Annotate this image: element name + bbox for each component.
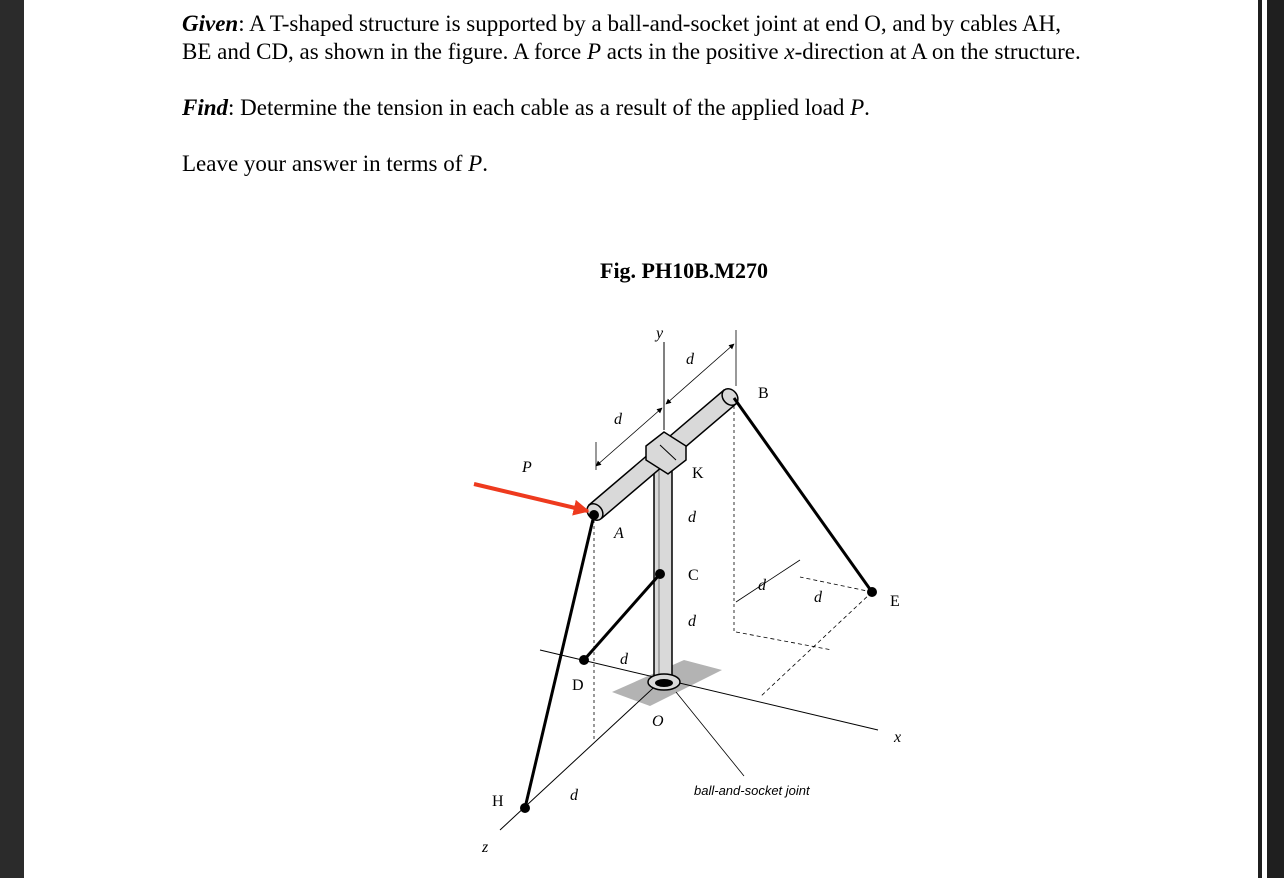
label-b: B (758, 385, 769, 402)
given-var-p: P (586, 39, 602, 64)
point-h-dot (520, 803, 530, 813)
label-a: A (614, 525, 624, 542)
point-c-dot (655, 569, 665, 579)
find-label: Find (182, 95, 229, 120)
label-d-cd: d (620, 651, 628, 668)
label-z: z (482, 839, 489, 856)
given-label: Given (182, 11, 239, 36)
label-h: H (492, 793, 504, 810)
label-x: x (894, 729, 902, 746)
given-var-x: x (784, 39, 795, 64)
dashed-line-e4 (736, 560, 800, 602)
find-var-p: P (850, 95, 865, 120)
leave-text: Leave your answer in terms of (182, 151, 469, 176)
label-d: D (572, 677, 584, 694)
cable-cd (584, 574, 660, 660)
label-d-post-top: d (688, 509, 696, 526)
label-o: O (652, 713, 664, 730)
label-d-left: d (614, 411, 622, 428)
label-c: C (688, 567, 699, 584)
find-text: : Determine the tension in each cable as a result of the applied load (228, 95, 851, 120)
label-d-post-bottom: d (688, 613, 696, 630)
point-d-dot (579, 655, 589, 665)
find-end: . (864, 95, 870, 120)
label-e: E (890, 593, 900, 610)
x-axis-line (540, 650, 878, 730)
dashed-line-e3 (736, 632, 832, 650)
point-a-dot (589, 510, 599, 520)
figure-title: Fig. PH10B.M270 (600, 258, 769, 283)
given-text-3: -direction at A on the structure. (794, 39, 1081, 64)
given-text: : A T-shaped structure is supported by a ball-and-socket joint at end O, and by cables AH, BE and CD, as shown in the figure. A force (182, 11, 1061, 64)
label-joint: ball-and-socket joint (694, 783, 810, 798)
label-d-bottom: d (570, 787, 578, 804)
ball-socket-hole (655, 679, 673, 687)
label-k: K (692, 465, 704, 482)
label-p: P (522, 459, 532, 476)
force-p-arrow (474, 484, 588, 511)
dashed-line-e1 (760, 592, 872, 697)
label-d-top: d (686, 351, 694, 368)
leave-var-p: P (468, 151, 483, 176)
given-text-2: acts in the positive (601, 39, 785, 64)
point-e-dot (867, 587, 877, 597)
label-d-e: d (814, 589, 822, 606)
label-y: y (656, 325, 664, 342)
label-d-right: d (758, 577, 766, 594)
joint-leader-line (676, 692, 744, 776)
leave-end: . (482, 151, 488, 176)
cable-be (734, 398, 872, 592)
